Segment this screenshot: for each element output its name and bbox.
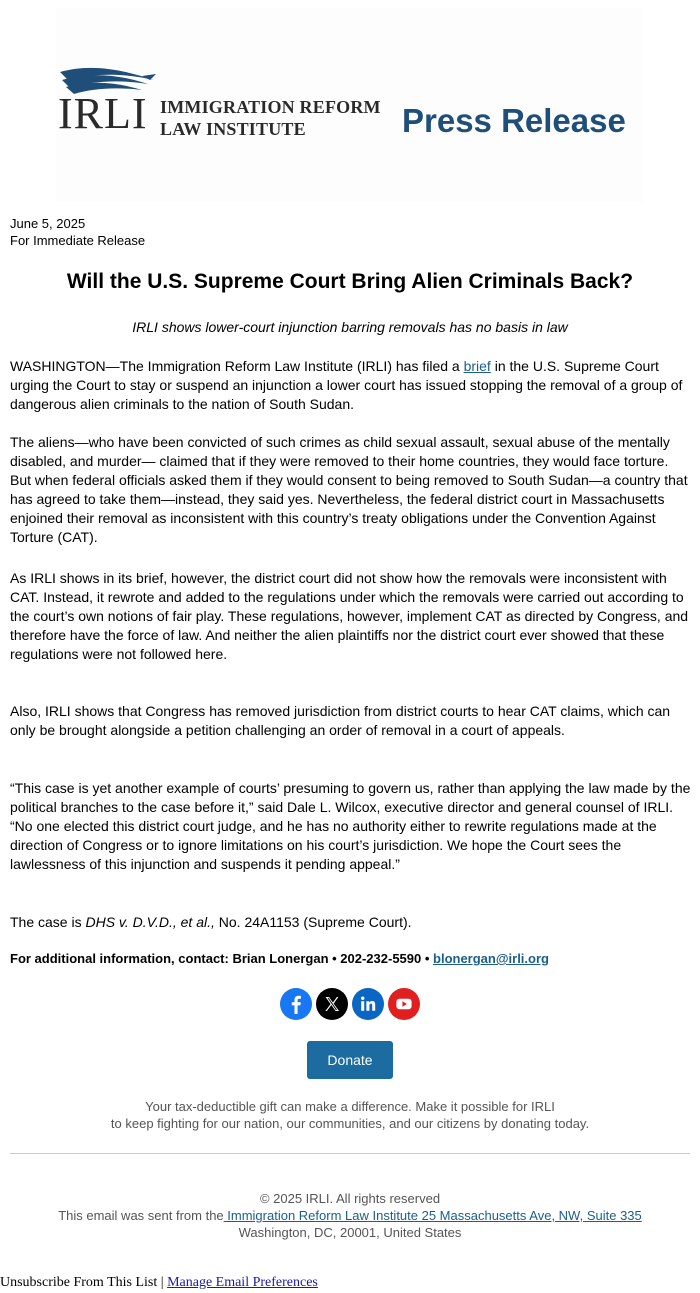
paragraph-4: Also, IRLI shows that Congress has removed jurisdiction from district courts to hear CAT claims, which can only be brought alongside a petition challenging an order of removal in a court of appeals.	[10, 703, 671, 738]
irli-logo[interactable]	[58, 66, 381, 139]
facebook-icon	[280, 988, 312, 1020]
x-icon	[316, 988, 348, 1020]
press-release-heading: Press Release	[402, 102, 626, 139]
facebook-link[interactable]	[280, 988, 312, 1020]
contact-prefix: For additional information, contact: Brian Lonergan • 202-232-5590 •	[10, 951, 434, 966]
paragraph-6	[10, 913, 692, 932]
unsubscribe-text[interactable]: Unsubscribe From This List	[0, 1275, 158, 1290]
paragraph-3: As IRLI shows in its brief, however, the district court did not show how the removals were inconsistent with CAT. Instead, it rewrote and added to the regulations under which the removals were carried out according to the court’s own notions of fair play. These regulations, however, implement CAT as directed by Congress, and therefore have the force of law. And neither the alien plaintiffs nor the district court ever showed that these regulations were not followed here.	[10, 570, 689, 662]
footer-divider	[10, 1153, 690, 1154]
copyright: © 2025 IRLI. All rights reserved	[259, 1191, 441, 1206]
p6-text-after: No. 24A1153 (Supreme Court).	[214, 914, 412, 930]
article-subtitle: IRLI shows lower-court injunction barring removals has no basis in law	[132, 319, 568, 335]
linkedin-link[interactable]	[352, 988, 384, 1020]
logo-line2: LAW INSTITUTE	[160, 119, 306, 139]
donation-appeal-line1: Your tax-deductible gift can make a difference. Make it possible for IRLI	[145, 1099, 555, 1114]
release-note: For Immediate Release	[10, 233, 146, 248]
brief-link[interactable]: brief	[463, 358, 491, 374]
logo-mark: IRLI	[58, 89, 148, 138]
logo-line1: IMMIGRATION REFORM	[160, 97, 381, 117]
sender-prefix: This email was sent from the	[58, 1208, 224, 1223]
release-date: June 5, 2025	[10, 216, 86, 231]
paragraph-1	[10, 357, 692, 414]
email-footer	[40, 1190, 660, 1241]
youtube-icon	[388, 988, 420, 1020]
case-name: DHS v. D.V.D., et al.,	[85, 914, 215, 930]
paragraph-2: The aliens—who have been convicted of such crimes as child sexual assault, sexual abuse of the mentally disabled, and murder— claimed that if they were removed to their home countries, they would face torture. But when federal officials asked them if they would consent to being removed to South Sudan—a country that has agreed to take them—instead, they said yes. Nevertheless, the federal district court in Massachusetts enjoined their removal as inconsistent with this country’s treaty obligations under the Convention Against Torture (CAT).	[10, 434, 688, 545]
p1-text-before: WASHINGTON—The Immigration Reform Law Institute (IRLI) has filed a	[10, 358, 464, 374]
x-link[interactable]	[316, 988, 348, 1020]
youtube-link[interactable]	[388, 988, 420, 1020]
donation-appeal-line2: to keep fighting for our nation, our communities, and our citizens by donating today.	[110, 1116, 590, 1131]
paragraph-5: “This case is yet another example of courts’ presuming to govern us, rather than applying the law made by the political branches to the case before it,” said Dale L. Wilcox, executive director and general counsel of IRLI. “No one elected this district court judge, and he has no authority either to rewrite regulations made at the direction of Congress or to ignore limitations on his court’s jurisdiction. We hope the Court sees the lawlessness of this injunction and suspends it pending appeal.”	[10, 780, 691, 872]
manage-preferences-link[interactable]: Manage Email Preferences	[167, 1275, 318, 1290]
unsubscribe-bar	[0, 1275, 318, 1291]
sender-suffix: Washington, DC, 20001, United States	[238, 1225, 462, 1240]
p1-text-after: in the U.S. Supreme Court urging the Court to stay or suspend an injunction a lower court has issued stopping the removal of a group of dangerous alien criminals to the nation of South Sudan.	[10, 358, 683, 412]
p6-text-before: The case is	[10, 914, 86, 930]
linkedin-icon	[352, 988, 384, 1020]
contact-email-link[interactable]: blonergan@irli.org	[433, 951, 549, 966]
donate-button[interactable]: Donate	[307, 1041, 393, 1079]
contact-line	[10, 951, 549, 966]
donation-appeal	[0, 1098, 700, 1132]
release-meta	[10, 215, 145, 249]
sender-address-link[interactable]: Immigration Reform Law Institute 25 Massachusetts Ave, NW, Suite 335	[223, 1208, 642, 1223]
article-title: Will the U.S. Supreme Court Bring Alien Criminals Back?	[66, 270, 634, 293]
sender-info	[40, 1207, 660, 1241]
unsubscribe-separator: |	[157, 1275, 168, 1290]
